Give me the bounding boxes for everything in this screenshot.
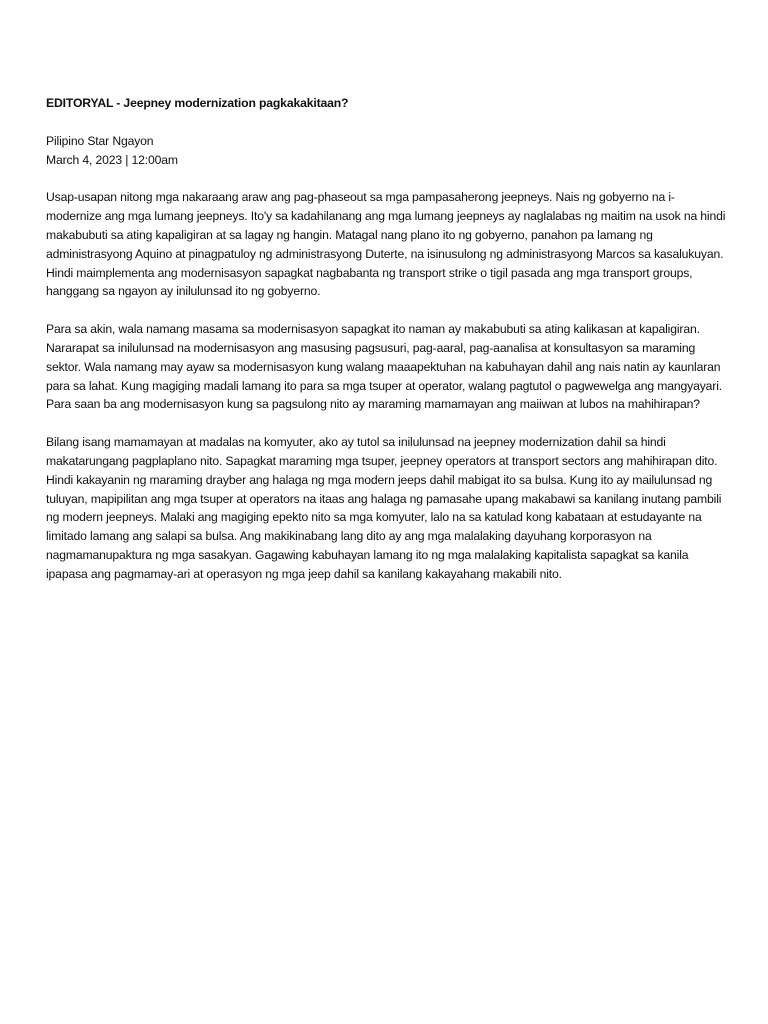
article-source: Pilipino Star Ngayon — [46, 133, 154, 148]
paragraph-2: Para sa akin, wala namang masama sa modernisasyon sapagkat ito naman ay makabubuti sa ating kalikasan at kapaligiran. Nararapat sa inilulunsad na modernisasyon ang masusing pagsusuri, pag-aaral, pag-aanalisa at konsultasyon sa maraming sektor. Wala namang may ayaw sa modernisasyon kung walang maaapektuhan na kabuhayan dahil ang nais natin ay kaunlaran para sa lahat. Kung magiging madali lamang ito para sa mga tsuper at operator, walang pagtutol o pagwewelga ang mangyayari. Para saan ba ang modernisasyon kung sa pagsulong nito ay maraming mamamayan ang maiiwan at lubos na mahihirapan? — [46, 322, 722, 412]
article-title: EDITORYAL - Jeepney modernization pagkakakitaan? — [46, 96, 349, 110]
article-date: March 4, 2023 | 12:00am — [46, 152, 178, 167]
paragraph-3: Bilang isang mamamayan at madalas na komyuter, ako ay tutol sa inilulunsad na jeepney modernization dahil sa hindi makatarungang pagplaplano nito. Sapagkat maraming mga tsuper, jeepney operators at transport sectors ang mahihirapan dito. Hindi kakayanin ng maraming drayber ang halaga ng mga modern jeeps dahil mabigat ito sa bulsa. Kung ito ay mailulunsad ng tuluyan, mapipilitan ang mga tsuper at operators na itaas ang halaga ng pamasahe upang makabawi sa kanilang inutang pambili ng modern jeepneys. Malaki ang magiging epekto nito sa mga komyuter, lalo na sa katulad kong kabataan at estudayante na limitado lamang ang salapi sa bulsa. Ang makikinabang lang dito ay ang mga malalaking dayuhang korporasyon na nagmamanupaktura ng mga sasakyan. Gagawing kabuhayan lamang ito ng mga malalaking kapitalista sapagkat sa kanila ipapasa ang pagmamay-ari at operasyon ng mga jeep dahil sa kanilang kakayahang makabili nito. — [46, 435, 722, 581]
article-meta — [46, 132, 726, 170]
paragraph-1: Usap-usapan nitong mga nakaraang araw ang pag-phaseout sa mga pampasaherong jeepneys. Nais ng gobyerno na i-modernize ang mga lumang jeepneys. Ito'y sa kadahilanang ang mga lumang jeepneys ay naglalabas ng maitim na usok na hindi makabubuti sa ating kapaligiran at sa lagay ng hangin. Matagal nang plano ito ng gobyerno, panahon pa lamang ng administrasyong Aquino at pinagpatuloy ng administrasyong Duterte, na isinusulong ng administrasyong Marcos sa kasalukuyan. Hindi maimplementa ang modernisasyon sapagkat nagbabanta ng transport strike o tigil pasada ang mga transport groups, hanggang sa ngayon ay inilulunsad ito ng gobyerno. — [46, 190, 726, 299]
document-page — [46, 94, 726, 603]
